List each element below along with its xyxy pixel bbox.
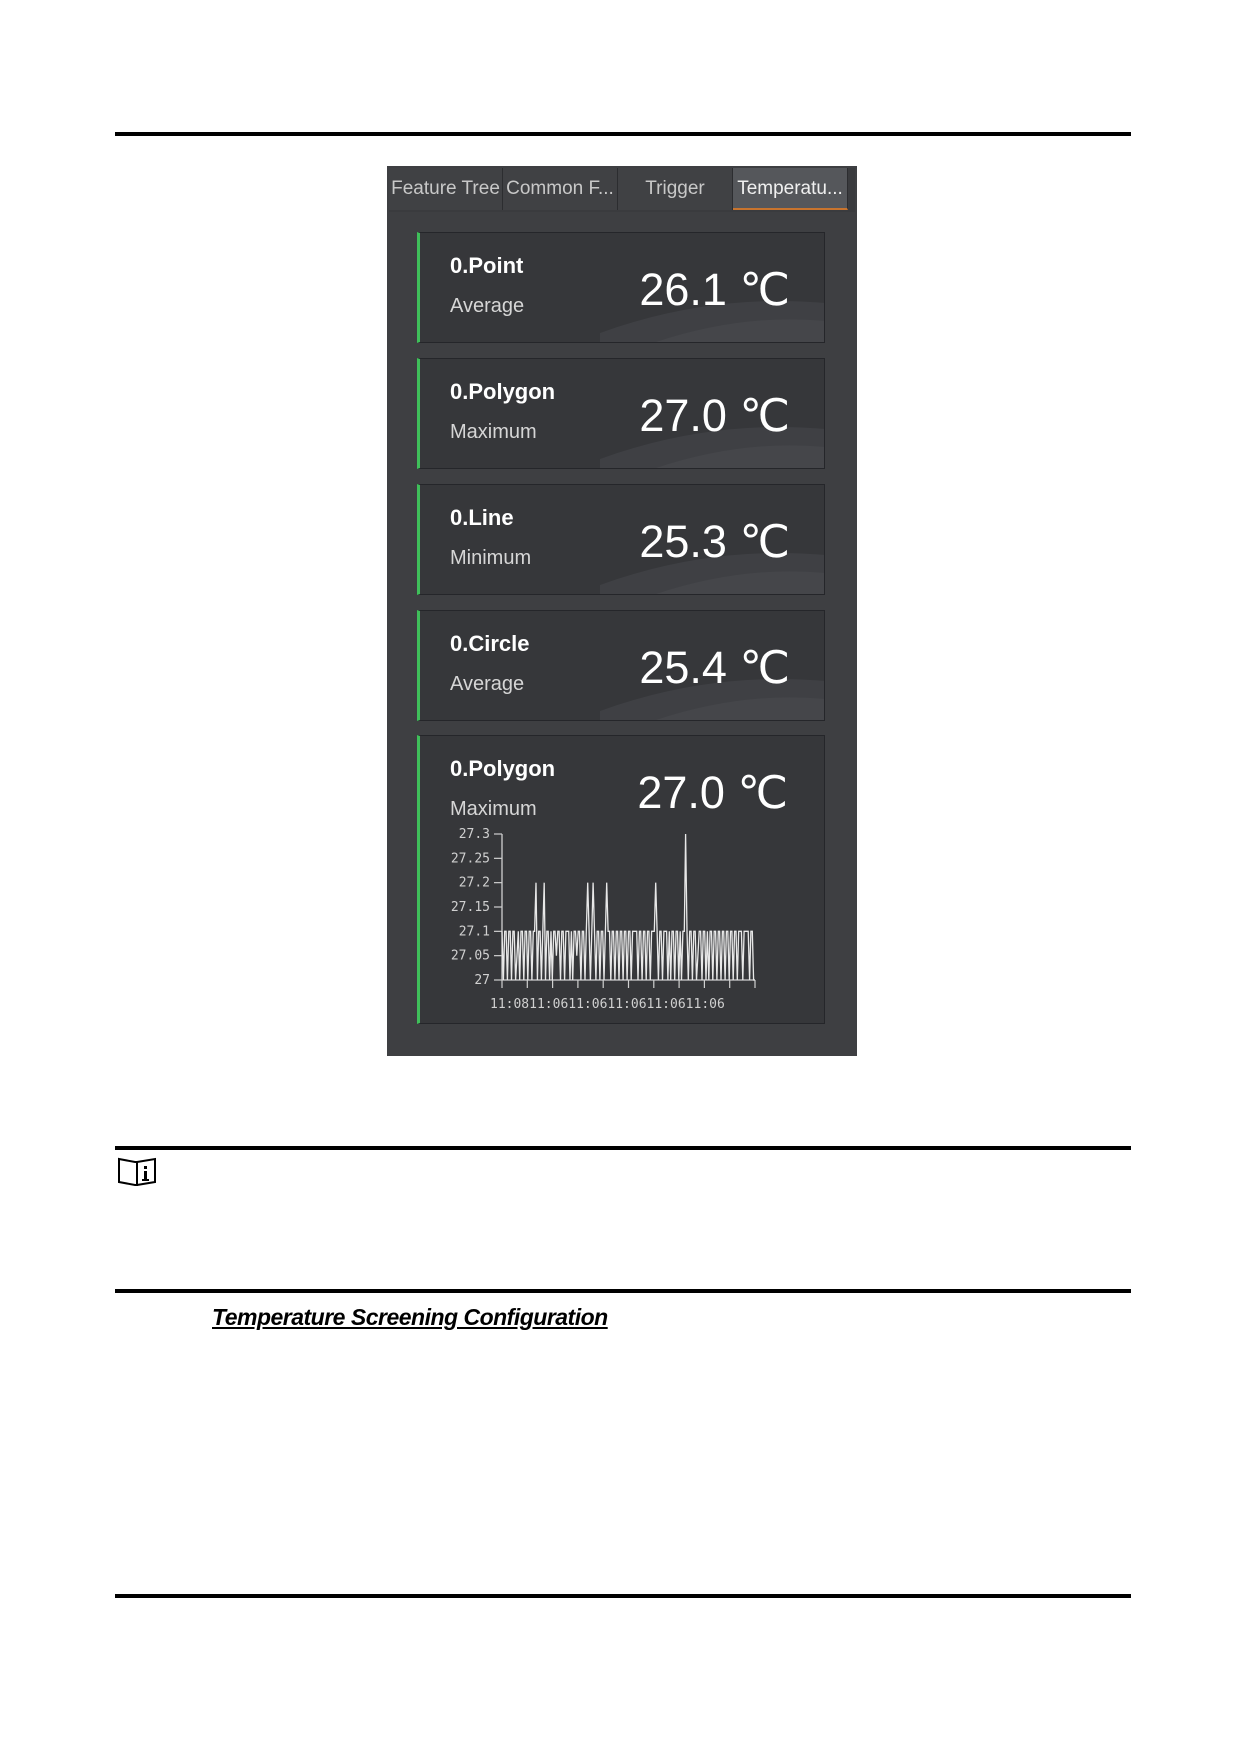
tab-bar: [389, 168, 855, 212]
y-tick-label: 27.25: [450, 851, 490, 867]
y-tick-label: 27.1: [458, 924, 490, 940]
y-tick-label: 27.2: [458, 875, 490, 891]
top-rule: [115, 132, 1131, 136]
card-temperature-value: 27.0 ℃: [639, 390, 790, 441]
card-stat-type: Minimum: [450, 547, 532, 569]
bottom-rule: [115, 1594, 1131, 1598]
temperature-card[interactable]: [417, 232, 825, 343]
card-temperature-value: 26.1 ℃: [639, 264, 790, 315]
note-book-icon: [117, 1157, 161, 1187]
card-temperature-value: 27.0 ℃: [637, 767, 788, 818]
tab-common-features[interactable]: Common F...: [503, 168, 618, 210]
card-temperature-value: 25.3 ℃: [639, 516, 790, 567]
temperature-panel: [387, 166, 857, 1056]
temperature-card-expanded[interactable]: [417, 735, 825, 1024]
card-region-name: 0.Polygon: [450, 756, 556, 781]
x-tick-label: 11:0811:0611:0611:0611:0611:06: [490, 997, 725, 1012]
temperature-card[interactable]: [417, 358, 825, 469]
note-bottom-rule: [115, 1289, 1131, 1293]
temperature-card[interactable]: [417, 484, 825, 595]
temperature-card[interactable]: [417, 610, 825, 721]
card-temperature-value: 25.4 ℃: [639, 642, 790, 693]
card-stat-type: Maximum: [450, 421, 537, 443]
y-tick-label: 27: [474, 973, 490, 988]
y-tick-label: 27.05: [450, 948, 490, 964]
card-region-name: 0.Circle: [450, 631, 530, 656]
tab-feature-tree[interactable]: Feature Tree: [389, 168, 503, 210]
note-top-rule: [115, 1146, 1131, 1150]
card-region-name: 0.Point: [450, 253, 524, 278]
cross-reference-link[interactable]: Temperature Screening Configuration: [212, 1304, 608, 1330]
card-stat-type: Maximum: [450, 798, 537, 820]
card-region-name: 0.Line: [450, 505, 514, 530]
tab-temperature[interactable]: Temperatu...: [733, 168, 848, 210]
y-tick-label: 27.15: [450, 900, 490, 915]
series-line: [502, 834, 755, 980]
card-stat-type: Average: [450, 295, 525, 317]
temperature-trend-chart: [420, 826, 825, 1021]
tab-trigger[interactable]: Trigger: [618, 168, 733, 210]
card-stat-type: Average: [450, 673, 525, 695]
y-tick-label: 27.3: [458, 827, 490, 842]
card-region-name: 0.Polygon: [450, 379, 556, 404]
